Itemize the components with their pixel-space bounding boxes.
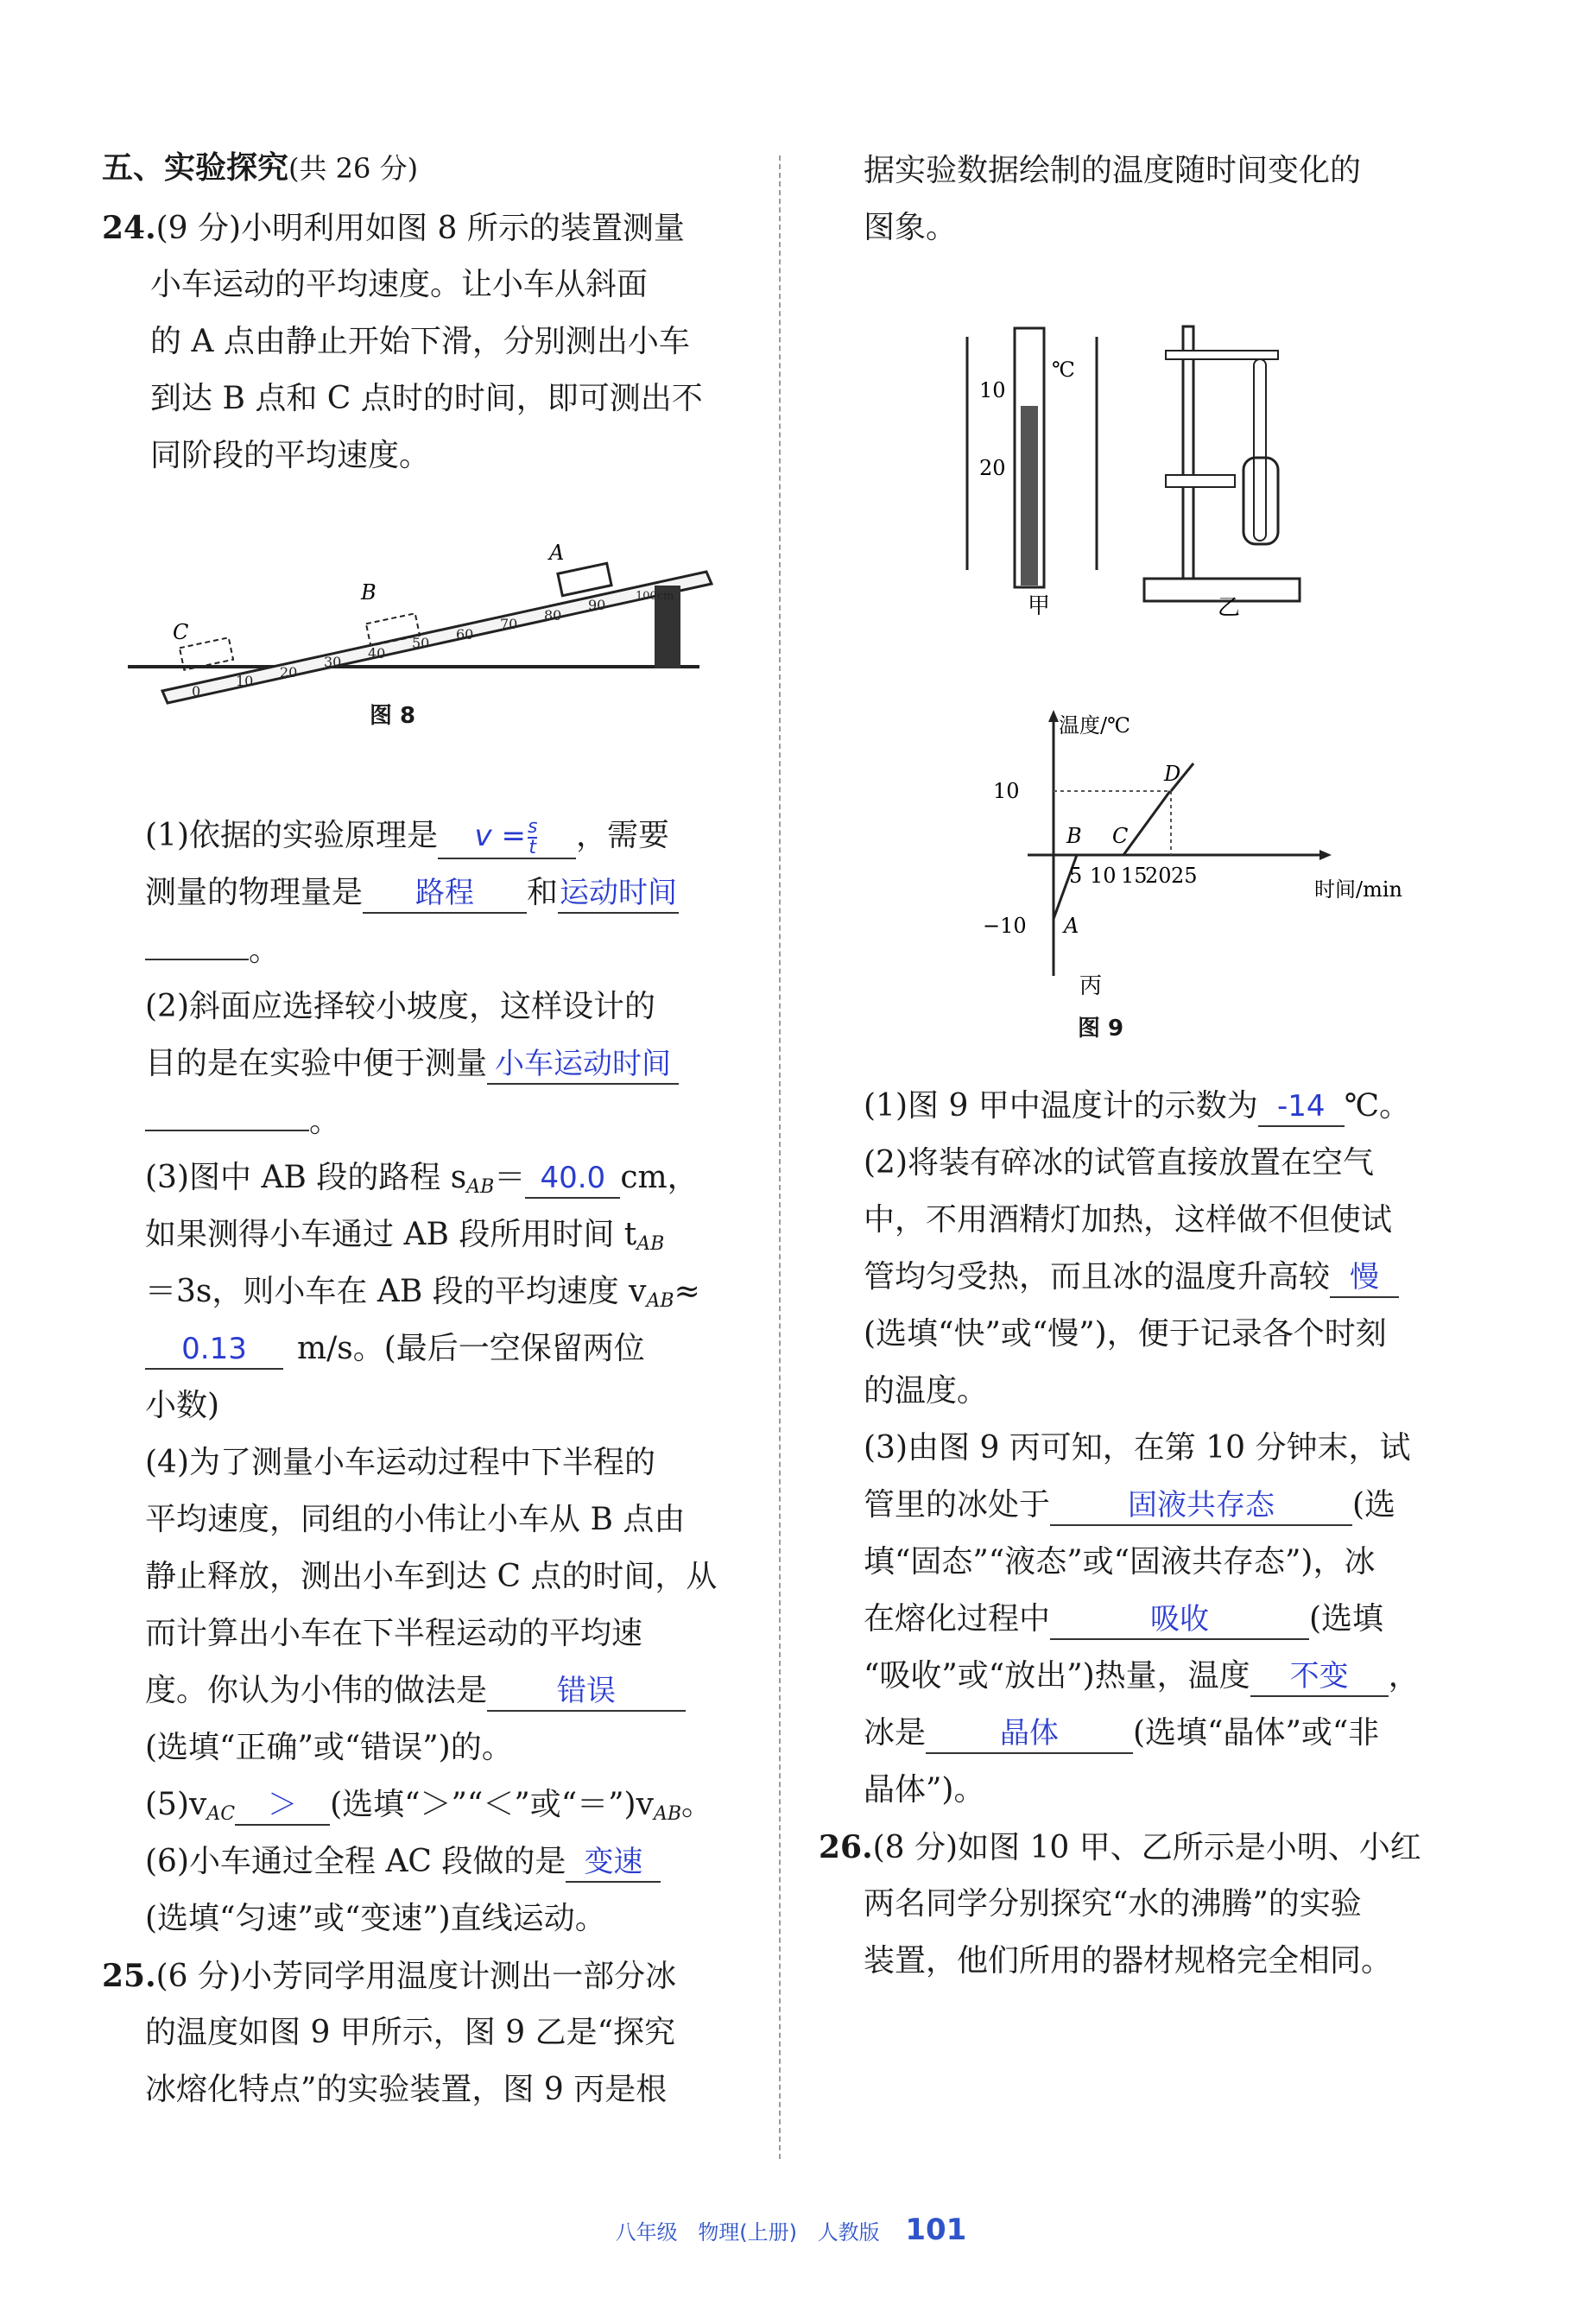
- label-B: B: [361, 580, 377, 605]
- q25-p3-line-2: 管里的冰处于 固液共存态 (选: [864, 1485, 1395, 1526]
- point-A: A: [1064, 914, 1079, 938]
- answer-greater: ＞: [235, 1786, 330, 1826]
- beaker: [1243, 458, 1278, 544]
- figure-8-incline: [128, 527, 750, 708]
- footer-subject: 物理(上册): [698, 2220, 798, 2245]
- q26-line-3: 装置，他们所用的器材规格完全相同。: [864, 1943, 1393, 1979]
- q26-line-1: 26.(8 分)如图 10 甲、乙所示是小明、小红: [819, 1829, 1421, 1865]
- x-ticks: [1069, 864, 1198, 888]
- q24-line-4: 到达 B 点和 C 点时的时间，即可测出不: [150, 381, 703, 416]
- q24-p5-line: $(5)v_{AC}$ ＞ (选填“＞”“＜”或“$=”)v_{AB}$。: [145, 1787, 713, 1825]
- x-tick-5: 5: [1069, 864, 1083, 888]
- q25-line-2: 的温度如图 9 甲所示，图 9 乙是“探究: [145, 2015, 675, 2050]
- answer-constant: 不变: [1250, 1657, 1389, 1697]
- blank-line: [145, 1100, 309, 1131]
- figure-9-bing-graph: [941, 708, 1425, 1071]
- label-A: A: [549, 541, 565, 565]
- blank-line: [145, 929, 249, 960]
- answer-variable-speed: 变速: [566, 1843, 661, 1883]
- stand-rod: [1183, 326, 1193, 586]
- q25-cont-line-1: 据实验数据绘制的温度随时间变化的: [864, 153, 1362, 188]
- q25-p3-line-5: “吸收”或“放出”)热量，温度 不变 ，: [864, 1656, 1420, 1697]
- fraction-s-over-t: $\frac{s}{t}$: [527, 815, 538, 858]
- q24-p4-line-6: (选填“正确”或“错误”)的。: [145, 1730, 513, 1765]
- x-tick-15: 15: [1121, 864, 1148, 888]
- q24-p1-line-3: 。: [145, 929, 280, 972]
- q25-p2-line-1: (2)将装有碎冰的试管直接放置在空气: [864, 1145, 1374, 1181]
- q24-p6-line-2: (选填“匀速”或“变速”)直线运动。: [145, 1901, 606, 1936]
- figure-9-jia-yi: [950, 311, 1347, 622]
- answer-wrong: 错误: [487, 1672, 686, 1712]
- q25-p3-line-6: 冰是 晶体 (选填“晶体”或“非: [864, 1713, 1379, 1754]
- tick-60: 60: [456, 626, 474, 643]
- q24-p4-line-5: 度。你认为小伟的做法是 错误: [145, 1670, 686, 1712]
- q25-p1-line: (1)图 9 甲中温度计的示数为 -14 ℃。: [864, 1086, 1410, 1127]
- answer-therm-reading: -14: [1258, 1087, 1345, 1127]
- figure-9-caption: 图 9: [1078, 1016, 1124, 1042]
- point-C: C: [1112, 824, 1129, 848]
- q24-p3-line-1: (3)图中 AB 段的路程 $s_{AB}= 40.0$ cm，: [145, 1160, 699, 1198]
- q25-p2-line-4: (选填“快”或“慢”)，便于记录各个时刻: [864, 1316, 1387, 1352]
- q24-p1-line-1: (1)依据的实验原理是 v = $\frac{s}{t}$ ，需要: [145, 815, 670, 858]
- tick-20: 20: [280, 664, 298, 681]
- tick-80: 80: [544, 607, 562, 624]
- answer-measure-time: 小车运动时间: [487, 1045, 679, 1085]
- therm-unit: ℃: [1052, 358, 1075, 382]
- column-divider: [779, 155, 781, 2159]
- tick-100cm: 100cm: [636, 590, 674, 603]
- q25-cont-line-2: 图象。: [864, 210, 958, 245]
- q25-p2-line-3: 管均匀受热，而且冰的温度升高较 慢: [864, 1257, 1399, 1298]
- x-tick-25: 25: [1171, 864, 1198, 888]
- q26-line-2: 两名同学分别探究“水的沸腾”的实验: [864, 1886, 1362, 1922]
- q25-p3-line-4: 在熔化过程中 吸收 (选填: [864, 1599, 1383, 1640]
- q24-p4-line-1: (4)为了测量小车运动过程中下半程的: [145, 1445, 655, 1480]
- q24-line-1: 24.(9 分)小明利用如图 8 所示的装置测量: [102, 210, 685, 246]
- y-tick-neg10: −10: [983, 914, 1027, 938]
- page-footer: [0, 2213, 1582, 2247]
- answer-formula: v = $\frac{s}{t}$: [438, 817, 576, 859]
- x-axis-label: 时间/min: [1314, 877, 1402, 902]
- tick-90: 90: [588, 597, 606, 613]
- q24-p6-line-1: (6)小车通过全程 AC 段做的是 变速: [145, 1841, 661, 1883]
- answer-vAB: 0.13: [145, 1330, 283, 1370]
- page-number: 101: [905, 2213, 967, 2247]
- q25-line-3: 冰熔化特点”的实验装置，图 9 丙是根: [145, 2072, 668, 2107]
- answer-crystal: 晶体: [926, 1714, 1133, 1754]
- answer-slow: 慢: [1330, 1258, 1399, 1298]
- q25-line-1: 25.(6 分)小芳同学用温度计测出一部分冰: [102, 1958, 677, 1994]
- x-tick-10: 10: [1090, 864, 1117, 888]
- tick-50: 50: [412, 635, 430, 651]
- q25-p2-line-2: 中，不用酒精灯加热，这样做不但使试: [864, 1202, 1393, 1238]
- label-jia: 甲: [1028, 593, 1051, 619]
- q24-p3-line-2: 如果测得小车通过 AB 段所用时间 $t_{AB}$: [145, 1217, 665, 1255]
- q24-p4-line-3: 静止释放，测出小车到达 C 点的时间，从: [145, 1559, 718, 1594]
- answer-time: 运动时间: [558, 874, 679, 914]
- q24-line-2: 小车运动的平均速度。让小车从斜面: [150, 267, 649, 302]
- q24-p4-line-4: 而计算出小车在下半程运动的平均速: [145, 1616, 643, 1651]
- footer-edition: 人教版: [817, 2220, 880, 2245]
- q24-p3-line-5: 小数): [145, 1388, 220, 1423]
- y-axis-label: 温度/℃: [1059, 713, 1130, 738]
- q24-p4-line-2: 平均速度，同组的小伟让小车从 B 点由: [145, 1502, 686, 1537]
- therm-mark-20: 20: [979, 456, 1006, 480]
- q25-p3-line-1: (3)由图 9 丙可知，在第 10 分钟末，试: [864, 1430, 1411, 1466]
- label-C: C: [173, 620, 189, 644]
- tick-30: 30: [324, 654, 342, 670]
- label-bing: 丙: [1079, 973, 1103, 999]
- q25-p2-line-5: 的温度。: [864, 1373, 989, 1409]
- thermometer-liquid: [1021, 406, 1038, 586]
- stand-clamp: [1166, 351, 1278, 359]
- q24-line-3: 的 A 点由静止开始下滑，分别测出小车: [150, 324, 690, 359]
- tick-0: 0: [192, 683, 201, 700]
- q24-p3-line-4: 0.13 m/s。(最后一空保留两位: [145, 1328, 645, 1370]
- label-yi: 乙: [1218, 595, 1241, 621]
- q24-line-5: 同阶段的平均速度。: [150, 438, 431, 473]
- q24-p2-line-2: 目的是在实验中便于测量 小车运动时间: [145, 1043, 679, 1085]
- answer-absorb: 吸收: [1050, 1600, 1309, 1640]
- point-B: B: [1066, 824, 1082, 848]
- q25-p3-line-3: 填“固态”“液态”或“固液共存态”)，冰: [864, 1544, 1376, 1580]
- point-D: D: [1164, 762, 1181, 786]
- answer-distance: 路程: [363, 874, 527, 914]
- answer-solid-liquid: 固液共存态: [1050, 1486, 1352, 1526]
- answer-sAB: 40.0: [525, 1159, 620, 1199]
- tick-40: 40: [368, 645, 386, 662]
- section-heading: 五、实验探究(共 26 分): [102, 149, 419, 186]
- q25-p3-line-7: 晶体”)。: [864, 1772, 985, 1808]
- q24-p1-line-2: 测量的物理量是 路程 和运动时间: [145, 872, 679, 914]
- x-tick-20: 20: [1145, 864, 1172, 888]
- footer-grade: 八年级: [615, 2220, 678, 2245]
- tick-70: 70: [500, 616, 518, 632]
- q24-p2-line-1: (2)斜面应选择较小坡度，这样设计的: [145, 989, 655, 1024]
- tick-10: 10: [236, 673, 254, 689]
- cart-at-A: [558, 563, 611, 595]
- q24-p2-line-3: 。: [145, 1100, 340, 1143]
- therm-mark-10: 10: [979, 378, 1006, 402]
- q24-p3-line-3: ＝3s，则小车在 AB 段的平均速度 $v_{AB}\approx$: [145, 1274, 700, 1312]
- figure-8-caption: 图 8: [370, 703, 416, 729]
- y-tick-10: 10: [993, 779, 1020, 803]
